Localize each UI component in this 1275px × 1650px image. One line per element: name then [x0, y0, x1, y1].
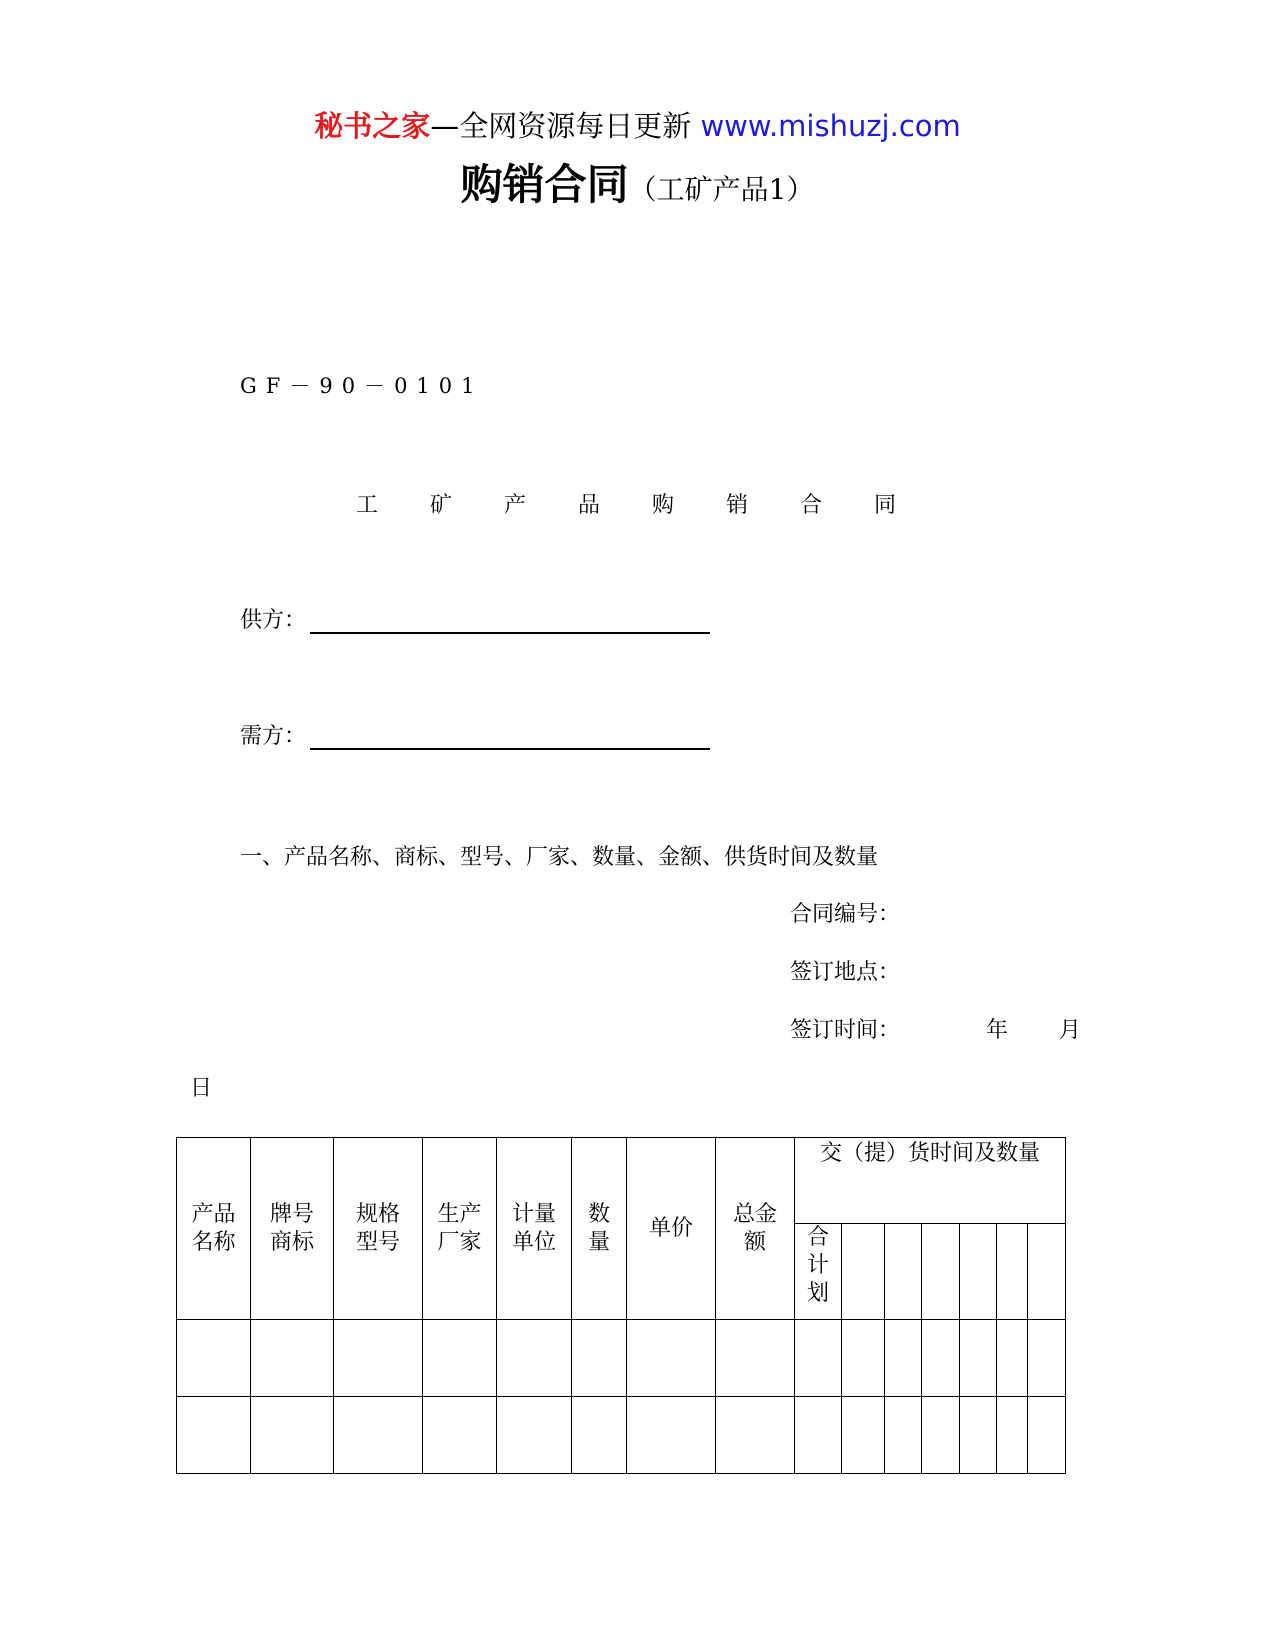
table-cell[interactable] — [997, 1320, 1028, 1397]
banner-slogan: —全网资源每日更新 — [430, 109, 701, 143]
form-code: GF－90－0101 — [240, 374, 484, 398]
header-unit-price: 单价 — [627, 1138, 716, 1320]
table-cell[interactable] — [1028, 1320, 1066, 1397]
supplier-label: 供方： — [240, 608, 307, 633]
page-title — [0, 152, 1275, 212]
section-heading: 一、产品名称、商标、型号、厂家、数量、金额、供货时间及数量 — [240, 845, 879, 870]
header-quantity: 数量 — [572, 1138, 627, 1320]
spaced-title-char: 购 — [652, 493, 675, 518]
table-cell[interactable] — [572, 1397, 627, 1474]
header-spec: 规格型号 — [334, 1138, 423, 1320]
spaced-title-char: 销 — [726, 493, 749, 518]
title-subtitle: （工矿产品1） — [628, 173, 815, 206]
goods-table — [176, 1137, 1066, 1474]
banner-url-link[interactable]: www.mishuzj.com — [700, 109, 961, 143]
table-cell[interactable] — [572, 1320, 627, 1397]
buyer-blank[interactable] — [310, 724, 710, 750]
delivery-cell[interactable] — [842, 1224, 885, 1320]
delivery-cell[interactable] — [997, 1224, 1028, 1320]
supplier-field — [240, 603, 710, 634]
table-cell[interactable] — [334, 1397, 423, 1474]
table-cell[interactable] — [334, 1320, 423, 1397]
header-manufacturer: 生产厂家 — [423, 1138, 497, 1320]
table-cell[interactable] — [497, 1397, 572, 1474]
table-cell[interactable] — [960, 1397, 997, 1474]
contract-no-label: 合同编号： — [790, 902, 901, 927]
table-cell[interactable] — [960, 1320, 997, 1397]
spaced-title-char: 矿 — [430, 493, 453, 518]
buyer-label: 需方： — [240, 724, 307, 749]
table-cell[interactable] — [922, 1397, 960, 1474]
header-brand: 牌号商标 — [251, 1138, 334, 1320]
delivery-cell[interactable] — [885, 1224, 922, 1320]
table-cell[interactable] — [885, 1320, 922, 1397]
sign-place-label: 签订地点： — [790, 960, 901, 985]
month-label: 月 — [1059, 1018, 1082, 1043]
buyer-field — [240, 719, 710, 750]
table-cell[interactable] — [177, 1320, 251, 1397]
table-cell[interactable] — [795, 1397, 842, 1474]
header-product-name: 产品名称 — [177, 1138, 251, 1320]
table-row — [177, 1397, 1066, 1474]
site-banner — [0, 104, 1275, 145]
table-cell[interactable] — [842, 1320, 885, 1397]
spaced-title-char: 品 — [578, 493, 601, 518]
table-cell[interactable] — [795, 1320, 842, 1397]
sign-time-label: 签订时间： — [790, 1018, 901, 1043]
banner-brand: 秘书之家 — [314, 109, 431, 143]
spaced-title-char: 工 — [356, 493, 379, 518]
spaced-title-char: 产 — [504, 493, 527, 518]
supplier-blank[interactable] — [310, 608, 710, 634]
table-cell[interactable] — [842, 1397, 885, 1474]
spaced-title-char: 合 — [800, 493, 823, 518]
title-main: 购销合同 — [460, 160, 629, 209]
delivery-cell[interactable] — [922, 1224, 960, 1320]
table-cell[interactable] — [922, 1320, 960, 1397]
header-total-amount: 总金额 — [716, 1138, 795, 1320]
day-label: 日 — [190, 1076, 213, 1101]
delivery-cell[interactable] — [960, 1224, 997, 1320]
table-cell[interactable] — [423, 1320, 497, 1397]
table-cell[interactable] — [997, 1397, 1028, 1474]
table-cell[interactable] — [716, 1397, 795, 1474]
header-total-plan: 合计划 — [795, 1224, 842, 1320]
table-cell[interactable] — [627, 1397, 716, 1474]
table-cell[interactable] — [251, 1320, 334, 1397]
table-cell[interactable] — [627, 1320, 716, 1397]
table-cell[interactable] — [177, 1397, 251, 1474]
table-cell[interactable] — [716, 1320, 795, 1397]
table-cell[interactable] — [1028, 1397, 1066, 1474]
year-label: 年 — [986, 1018, 1009, 1043]
table-row — [177, 1320, 1066, 1397]
table-cell[interactable] — [885, 1397, 922, 1474]
table-cell[interactable] — [423, 1397, 497, 1474]
delivery-cell[interactable] — [1028, 1224, 1066, 1320]
header-unit: 计量单位 — [497, 1138, 572, 1320]
table-cell[interactable] — [497, 1320, 572, 1397]
spaced-title-char: 同 — [874, 493, 897, 518]
header-delivery-time: 交（提）货时间及数量 — [795, 1138, 1066, 1224]
table-cell[interactable] — [251, 1397, 334, 1474]
